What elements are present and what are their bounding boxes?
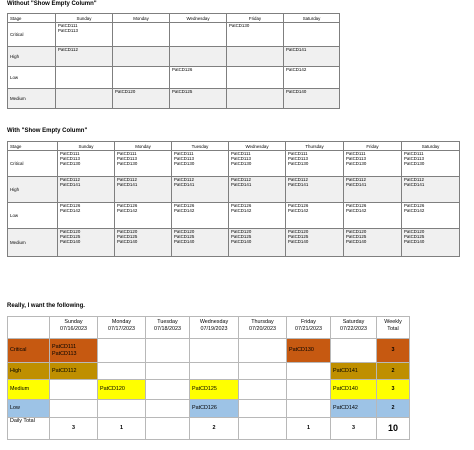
patient-id: PatCD126 <box>346 203 367 208</box>
day-header: Friday 07/21/2023 <box>287 317 331 339</box>
patient-id: PatCD130 <box>346 161 367 166</box>
schedule-cell <box>402 177 460 203</box>
patient-id: PatCD113 <box>346 156 366 161</box>
stage-label: Low <box>8 67 56 89</box>
schedule-cell <box>227 89 284 109</box>
schedule-cell <box>284 89 340 109</box>
patient-id: PatCD120 <box>117 229 138 234</box>
day-header: Sunday 07/16/2023 <box>50 317 98 339</box>
schedule-cell <box>98 339 146 363</box>
patient-id: PatCD113 <box>58 28 78 33</box>
patient-id: PatCD142 <box>333 405 358 412</box>
patient-id: PatCD126 <box>174 203 195 208</box>
patient-id: PatCD120 <box>404 229 425 234</box>
schedule-cell <box>146 363 190 380</box>
patient-id: PatCD141 <box>231 182 252 187</box>
schedule-cell <box>229 151 286 177</box>
schedule-cell <box>115 177 172 203</box>
patient-id: PatCD140 <box>404 239 425 244</box>
schedule-cell <box>115 151 172 177</box>
patient-id: PatCD113 <box>52 350 77 357</box>
patient-id: PatCD112 <box>288 177 308 182</box>
daily-total: 3 <box>50 418 98 440</box>
patient-id: PatCD141 <box>333 367 358 374</box>
schedule-cell <box>239 400 287 418</box>
patient-id: PatCD141 <box>60 182 81 187</box>
patient-id: PatCD113 <box>60 156 80 161</box>
patient-id: PatCD120 <box>174 229 195 234</box>
patient-id: PatCD125 <box>174 234 195 239</box>
schedule-cell <box>229 177 286 203</box>
day-header: Saturday 07/22/2023 <box>331 317 377 339</box>
header-row <box>8 14 340 23</box>
schedule-cell <box>286 177 344 203</box>
day-header: Monday <box>115 142 172 151</box>
table-row <box>8 67 340 89</box>
table-row <box>8 177 460 203</box>
patient-id: PatCD120 <box>288 229 309 234</box>
schedule-cell <box>402 151 460 177</box>
patient-id: PatCD113 <box>288 156 308 161</box>
weekly-total: 2 <box>377 400 410 418</box>
schedule-cell <box>239 339 287 363</box>
schedule-cell <box>344 177 402 203</box>
schedule-cell <box>113 47 170 67</box>
table2-heading: With "Show Empty Column" <box>7 128 88 134</box>
table-row <box>8 47 340 67</box>
schedule-cell <box>58 203 115 229</box>
patient-id: PatCD120 <box>60 229 81 234</box>
stage-label: High <box>8 177 58 203</box>
patient-id: PatCD111 <box>60 151 80 156</box>
table-row <box>8 363 410 380</box>
corner-cell <box>8 317 50 339</box>
table1-heading: Without "Show Empty Column" <box>7 1 97 7</box>
table-row <box>8 203 460 229</box>
schedule-cell <box>146 400 190 418</box>
patient-id: PatCD113 <box>231 156 251 161</box>
patient-id: PatCD125 <box>192 386 217 393</box>
schedule-cell <box>239 380 287 400</box>
patient-id: PatCD140 <box>346 239 367 244</box>
stage-header: Stage <box>8 14 56 23</box>
stage-label: High <box>8 363 50 380</box>
schedule-cell <box>58 229 115 257</box>
patient-id: PatCD112 <box>174 177 194 182</box>
daily-total: 3 <box>331 418 377 440</box>
schedule-cell <box>287 400 331 418</box>
table-row <box>8 151 460 177</box>
patient-id: PatCD142 <box>117 208 138 213</box>
patient-id: PatCD140 <box>174 239 195 244</box>
schedule-cell <box>172 151 229 177</box>
patient-id: PatCD130 <box>288 161 309 166</box>
patient-id: PatCD141 <box>288 182 309 187</box>
day-header: Wednesday <box>229 142 286 151</box>
patient-id: PatCD141 <box>117 182 138 187</box>
patient-id: PatCD112 <box>404 177 424 182</box>
schedule-cell <box>50 363 98 380</box>
patient-id: PatCD120 <box>115 89 136 94</box>
day-header: Tuesday <box>172 142 229 151</box>
day-header: Monday 07/17/2023 <box>98 317 146 339</box>
day-header: Sunday <box>58 142 115 151</box>
schedule-cell <box>50 380 98 400</box>
patient-id: PatCD126 <box>231 203 252 208</box>
patient-id: PatCD130 <box>229 23 250 28</box>
patient-id: PatCD125 <box>117 234 138 239</box>
patient-id: PatCD126 <box>404 203 425 208</box>
schedule-cell <box>239 363 287 380</box>
patient-id: PatCD141 <box>174 182 195 187</box>
patient-id: PatCD111 <box>174 151 194 156</box>
patient-id: PatCD130 <box>289 347 314 354</box>
table-row <box>8 23 340 47</box>
schedule-cell <box>331 339 377 363</box>
grand-total: 10 <box>377 418 410 440</box>
table-with-empty-columns <box>7 141 460 257</box>
schedule-cell <box>190 400 239 418</box>
patient-id: PatCD140 <box>60 239 81 244</box>
patient-id: PatCD112 <box>231 177 251 182</box>
schedule-cell <box>172 203 229 229</box>
patient-id: PatCD130 <box>174 161 195 166</box>
patient-id: PatCD125 <box>288 234 309 239</box>
day-header: Friday <box>344 142 402 151</box>
schedule-cell <box>56 89 113 109</box>
daily-total: 1 <box>287 418 331 440</box>
schedule-cell <box>286 203 344 229</box>
patient-id: PatCD120 <box>100 386 125 393</box>
patient-id: PatCD130 <box>231 161 252 166</box>
patient-id: PatCD112 <box>52 367 77 374</box>
day-header: Saturday <box>284 14 340 23</box>
stage-label: Critical <box>8 151 58 177</box>
schedule-cell <box>113 89 170 109</box>
patient-id: PatCD120 <box>231 229 252 234</box>
patient-id: PatCD141 <box>346 182 367 187</box>
schedule-cell <box>227 47 284 67</box>
schedule-cell <box>113 67 170 89</box>
schedule-cell <box>344 151 402 177</box>
weekly-total-header: Weekly Total <box>377 317 410 339</box>
patient-id: PatCD140 <box>286 89 307 94</box>
schedule-cell <box>170 89 227 109</box>
schedule-cell <box>190 380 239 400</box>
patient-id: PatCD112 <box>58 47 78 52</box>
schedule-cell <box>286 151 344 177</box>
patient-id: PatCD112 <box>346 177 366 182</box>
schedule-cell <box>344 203 402 229</box>
patient-id: PatCD130 <box>117 161 138 166</box>
stage-header: Stage <box>8 142 58 151</box>
patient-id: PatCD140 <box>333 386 358 393</box>
schedule-cell <box>56 67 113 89</box>
schedule-cell <box>146 339 190 363</box>
patient-id: PatCD142 <box>288 208 309 213</box>
day-header: Wednesday <box>170 14 227 23</box>
schedule-cell <box>344 229 402 257</box>
daily-total-label: Daily Total <box>8 418 50 440</box>
day-header: Wednesday 07/19/2023 <box>190 317 239 339</box>
daily-total <box>146 418 190 440</box>
schedule-cell <box>115 229 172 257</box>
schedule-cell <box>287 339 331 363</box>
patient-id: PatCD140 <box>231 239 252 244</box>
schedule-cell <box>331 363 377 380</box>
weekly-total: 3 <box>377 339 410 363</box>
patient-id: PatCD125 <box>404 234 425 239</box>
schedule-cell <box>229 203 286 229</box>
header-row <box>8 317 410 339</box>
schedule-cell <box>172 177 229 203</box>
patient-id: PatCD142 <box>286 67 307 72</box>
patient-id: PatCD140 <box>117 239 138 244</box>
schedule-cell <box>146 380 190 400</box>
day-header: Tuesday 07/18/2023 <box>146 317 190 339</box>
table-row <box>8 380 410 400</box>
schedule-cell <box>227 23 284 47</box>
patient-id: PatCD130 <box>404 161 425 166</box>
patient-id: PatCD113 <box>117 156 137 161</box>
patient-id: PatCD126 <box>60 203 81 208</box>
schedule-cell <box>287 363 331 380</box>
patient-id: PatCD113 <box>174 156 194 161</box>
patient-id: PatCD112 <box>117 177 137 182</box>
patient-id: PatCD111 <box>346 151 366 156</box>
schedule-cell <box>50 400 98 418</box>
schedule-cell <box>170 23 227 47</box>
stage-label: Low <box>8 400 50 418</box>
day-header: Monday <box>113 14 170 23</box>
schedule-cell <box>115 203 172 229</box>
table-row <box>8 89 340 109</box>
schedule-cell <box>190 363 239 380</box>
patient-id: PatCD125 <box>60 234 81 239</box>
stage-label: Medium <box>8 229 58 257</box>
patient-id: PatCD111 <box>117 151 137 156</box>
weekly-total: 3 <box>377 380 410 400</box>
patient-id: PatCD111 <box>288 151 308 156</box>
patient-id: PatCD112 <box>60 177 80 182</box>
schedule-cell <box>170 67 227 89</box>
patient-id: PatCD142 <box>60 208 81 213</box>
patient-id: PatCD111 <box>52 344 77 350</box>
stage-label: Medium <box>8 89 56 109</box>
patient-id: PatCD126 <box>192 405 217 412</box>
schedule-cell <box>113 23 170 47</box>
patient-id: PatCD142 <box>174 208 195 213</box>
schedule-cell <box>284 47 340 67</box>
patient-id: PatCD142 <box>346 208 367 213</box>
schedule-cell <box>56 47 113 67</box>
day-header: Thursday 07/20/2023 <box>239 317 287 339</box>
table3-heading: Really, I want the following. <box>7 303 85 309</box>
table-row <box>8 229 460 257</box>
schedule-cell <box>402 203 460 229</box>
patient-id: PatCD125 <box>231 234 252 239</box>
patient-id: PatCD126 <box>172 67 193 72</box>
stage-label: Low <box>8 203 58 229</box>
schedule-cell <box>331 380 377 400</box>
patient-id: PatCD120 <box>346 229 367 234</box>
schedule-cell <box>284 67 340 89</box>
weekly-schedule-table <box>7 316 410 440</box>
patient-id: PatCD141 <box>404 182 425 187</box>
schedule-cell <box>56 23 113 47</box>
patient-id: PatCD125 <box>346 234 367 239</box>
schedule-cell <box>172 229 229 257</box>
schedule-cell <box>58 151 115 177</box>
schedule-cell <box>98 363 146 380</box>
header-row <box>8 142 460 151</box>
schedule-cell <box>286 229 344 257</box>
patient-id: PatCD142 <box>231 208 252 213</box>
day-header: Saturday <box>402 142 460 151</box>
day-header: Sunday <box>56 14 113 23</box>
table-row <box>8 339 410 363</box>
schedule-cell <box>170 47 227 67</box>
schedule-cell <box>190 339 239 363</box>
patient-id: PatCD142 <box>404 208 425 213</box>
stage-label: Critical <box>8 23 56 47</box>
table-without-empty-columns <box>7 13 340 109</box>
stage-label: Medium <box>8 380 50 400</box>
schedule-cell <box>58 177 115 203</box>
daily-total: 1 <box>98 418 146 440</box>
day-header: Thursday <box>286 142 344 151</box>
patient-id: PatCD130 <box>60 161 81 166</box>
daily-total <box>239 418 287 440</box>
patient-id: PatCD126 <box>288 203 309 208</box>
stage-label: High <box>8 47 56 67</box>
schedule-cell <box>50 339 98 363</box>
table-row <box>8 400 410 418</box>
schedule-cell <box>287 380 331 400</box>
schedule-cell <box>98 380 146 400</box>
patient-id: PatCD111 <box>58 23 78 28</box>
patient-id: PatCD126 <box>117 203 138 208</box>
daily-total: 2 <box>190 418 239 440</box>
schedule-cell <box>331 400 377 418</box>
schedule-cell <box>284 23 340 47</box>
patient-id: PatCD140 <box>288 239 309 244</box>
schedule-cell <box>229 229 286 257</box>
day-header: Friday <box>227 14 284 23</box>
schedule-cell <box>98 400 146 418</box>
patient-id: PatCD111 <box>404 151 424 156</box>
patient-id: PatCD111 <box>231 151 251 156</box>
schedule-cell <box>402 229 460 257</box>
patient-id: PatCD125 <box>172 89 193 94</box>
daily-total-row <box>8 418 410 440</box>
stage-label: Critical <box>8 339 50 363</box>
weekly-total: 2 <box>377 363 410 380</box>
patient-id: PatCD113 <box>404 156 424 161</box>
patient-id: PatCD141 <box>286 47 307 52</box>
schedule-cell <box>227 67 284 89</box>
